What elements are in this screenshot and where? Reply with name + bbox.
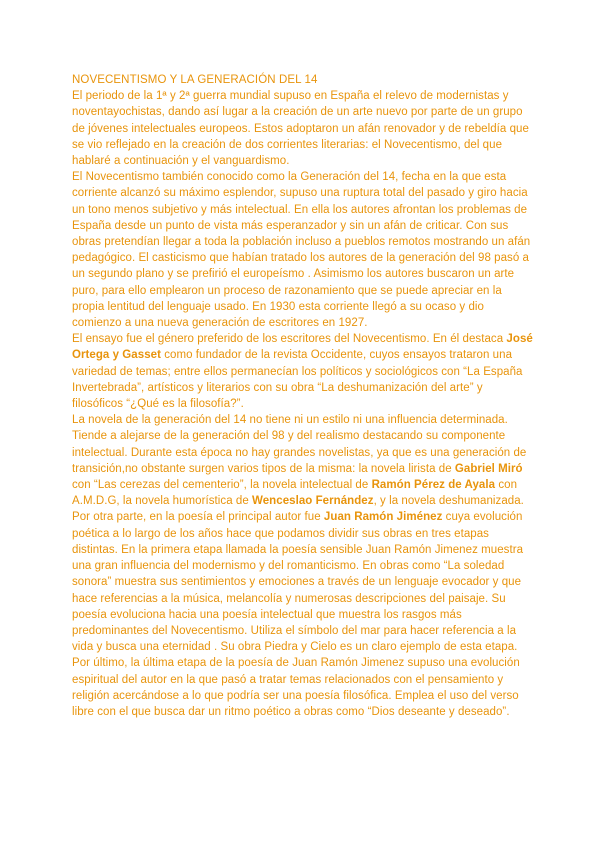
poesia-text-2: cuya evolución poética a lo largo de los años hace que podamos dividir sus obras en tres etapas distintas. En la primera etapa llamada la poesía sensible Juan Ramón Jimenez muestra una gran influencia del modernismo y del romanticismo. En obras como “La soledad sonora” muestra sus sentimientos y emociones a través de un lenguaje evocador y que hace referencias a la música, melancolía y numerosas descripciones del paisaje. Su poesía evoluciona hacia una poesía intelectual que muestra los rasgos más predominantes del Novecentismo. Utiliza el símbolo del mar para hacer referencia a la vida y busca una eternidad . Su obra Piedra y Cielo es un claro ejemplo de esta etapa. Por último, la última etapa de la poesía de Juan Ramón Jimenez supuso una evolución espiritual del autor en la que pasó a tratar temas relacionados con el pensamiento y religión acercándose a lo que podría ser una poesía filosófica. Emplea el uso del verso libre con el que busca dar un ritmo poético a obras como “Dios deseante y deseado”. xyxy=(72,511,524,718)
paragraph-poesia xyxy=(72,509,534,720)
paragraph-intro: El periodo de la 1ª y 2ª guerra mundial supuso en España el relevo de modernistas y noventayochistas, dando así lugar a la creación de un arte nuevo por parte de un grupo de jóvenes intelectuales europeos. Estos adoptaron un afán renovador y de rebeldía que se vio reflejado en la creación de dos corrientes literarias: el Novecentismo, del que hablaré a continuación y el vanguardismo. xyxy=(72,90,529,168)
paragraph-novela xyxy=(72,412,534,509)
author-ortega-y-gasset: José Ortega y Gasset xyxy=(72,333,533,362)
author-perez-de-ayala: Ramón Pérez de Ayala xyxy=(371,479,496,492)
novela-text-3: con A.M.D.G, la novela humorística de xyxy=(72,479,518,508)
document-page xyxy=(72,72,534,720)
author-gabriel-miro: Gabriel Miró xyxy=(454,462,523,475)
paragraph-novecentismo: El Novecentismo también conocido como la Generación del 14, fecha en la que esta corriente alcanzó su máximo esplendor, supuso una ruptura total del pasado y giro hacia un tono menos subjetivo y más intelectual. En ella los autores afrontan los problemas de España desde un punto de vista más esperanzador y sin un afán de criticar. Con sus obras pretendían llegar a toda la población incluso a pueblos remotos mostrando un afán pedagógico. El casticismo que habían tratado los autores de la generación del 98 pasó a un segundo plano y se prefirió el europeísmo . Asimismo los autores buscaron un arte puro, para ello emplearon un proceso de razonamiento que se puede apreciar en la propia lentitud del lenguaje usado. En 1930 esta corriente llegó a su ocaso y dio comienzo a una nueva generación de escritores en 1927. xyxy=(72,171,531,330)
author-juan-ramon-jimenez: Juan Ramón Jiménez xyxy=(323,511,443,524)
poesia-text-1: Por otra parte, en la poesía el principal autor fue xyxy=(72,511,324,524)
document-title: NOVECENTISMO Y LA GENERACIÓN DEL 14 xyxy=(72,74,318,86)
ensayo-text-1: El ensayo fue el género preferido de los escritores del Novecentismo. En él destaca xyxy=(72,333,507,346)
novela-text-2: con “Las cerezas del cementerio”, la novela intelectual de xyxy=(72,479,372,492)
ensayo-text-2: como fundador de la revista Occidente, cuyos ensayos trataron una variedad de temas; entre ellos permanecían los políticos y sociológicos con “La España Invertebrada”, artísticos y literarios con su obra “La deshumanización del arte” y filosóficos “¿Qué es la filosofía?”. xyxy=(72,349,523,411)
novela-text-4: , y la novela deshumanizada. xyxy=(373,495,524,508)
paragraph-ensayo xyxy=(72,331,534,412)
author-wenceslao-fernandez: Wenceslao Fernández xyxy=(252,495,374,508)
novela-text-1: La novela de la generación del 14 no tiene ni un estilo ni una influencia determinada. Tiende a alejarse de la generación del 98 y del realismo destacando su componente intelectual. Durante esta época no hay grandes novelistas, ya que es una generación de transición,no obstante surgen varios tipos de la misma: la novela lirista de xyxy=(72,414,527,475)
